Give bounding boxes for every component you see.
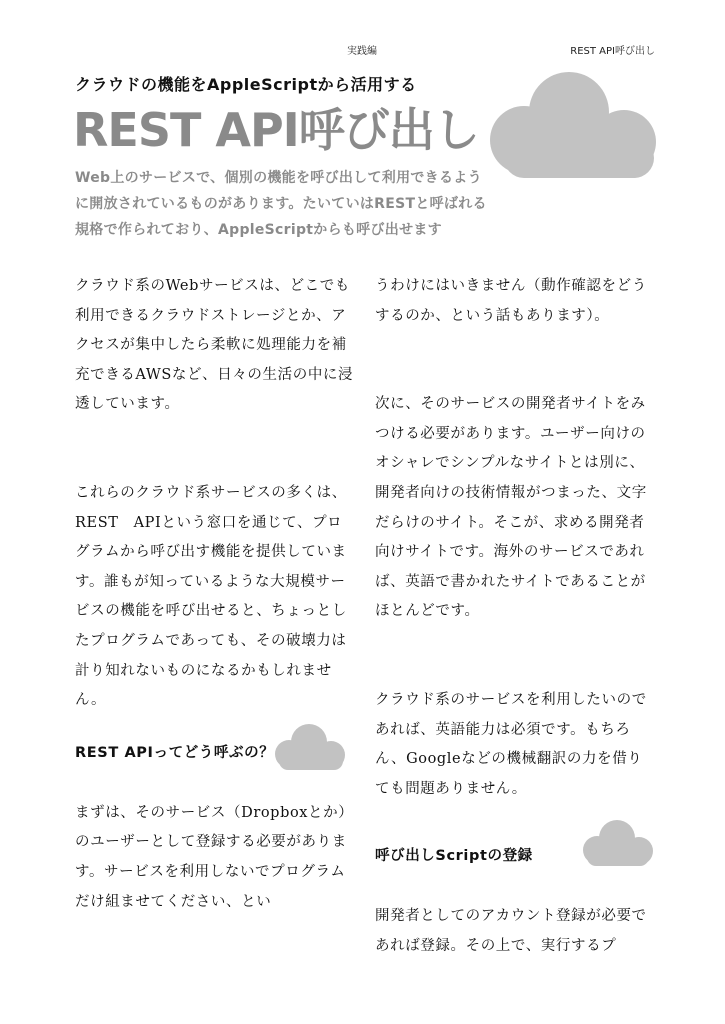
paragraph: 次に、そのサービスの開発者サイトをみつける必要があります。ユーザー向けのオシャレでシンプルなサイトとは別に、開発者向けの技術情報がつまった、文字だらけのサイト。そこが、求める開発者向けサイトです。海外のサービスであれば、英語で書かれたサイトであることがほとんどです。: [375, 396, 647, 620]
lede: Web上のサービスで、個別の機能を呼び出して利用できるように開放されているものがあります。たいていはRESTと呼ばれる規格で作られており、AppleScriptからも呼び出せます: [75, 170, 487, 238]
left-column: [75, 272, 357, 976]
paragraph: まずは、そのサービス（Dropboxとか）のユーザーとして登録する必要があります。サービスを利用しないでプログラムだけ組ませてください、とい: [75, 804, 354, 910]
cloud-icon: [484, 68, 670, 180]
cloud-icon: [271, 722, 351, 772]
paragraph: 開発者としてのアカウント登録が必要であれば登録。その上で、実行するプ: [375, 908, 647, 954]
cloud-icon: [579, 818, 657, 868]
running-header-section: 実践編: [347, 46, 377, 57]
kicker: クラウドの機能をAppleScriptから活用する: [75, 75, 417, 94]
page-title: REST API呼び出し: [73, 103, 479, 157]
subheading: 呼び出しScriptの登録: [375, 848, 533, 865]
subheading-block: [375, 826, 655, 886]
running-header-title: REST API呼び出し: [570, 46, 655, 57]
right-column: [375, 272, 655, 1021]
paragraph: うわけにはいきません（動作確認をどうするのか、という話もあります）。: [375, 278, 647, 324]
paragraph: クラウド系のWebサービスは、どこでも利用できるクラウドストレージとか、アクセスが集中したら柔軟に処理能力を補充できるAWSなど、日々の生活の中に浸透しています。: [75, 278, 354, 413]
paragraph: クラウド系のサービスを利用したいのであれば、英語能力は必須です。もちろん、Googleなどの機械翻訳の力を借りても問題ありません。: [375, 691, 647, 797]
subheading: REST APIってどう呼ぶの？: [75, 744, 275, 761]
subheading-block: [75, 738, 357, 798]
paragraph: これらのクラウド系サービスの多くは、REST APIという窓口を通じて、プログラムから呼び出す機能を提供しています。誰もが知っているような大規模サービスの機能を呼び出せると、ちょっとしたプログラムであっても、その破壊力は計り知れないものになるかもしれません。: [75, 484, 347, 709]
